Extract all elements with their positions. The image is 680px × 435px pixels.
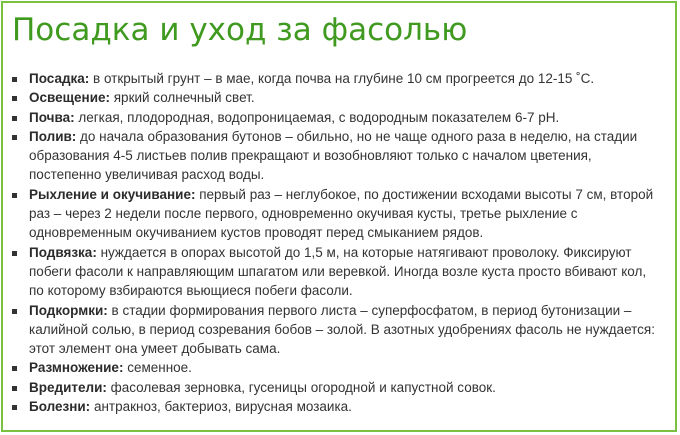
item-label: Вредители: [29,379,107,395]
list-item-pests [12,378,664,397]
item-text: в открытый грунт – в мае, когда почва на глубине 10 см прогреется до 12-15 ˚С. [89,71,595,86]
list-item-propagation [12,358,664,377]
square-bullet-icon [12,135,17,140]
square-bullet-icon [12,193,17,198]
item-text: в стадии формирования первого листа – суперфосфатом, в период бутонизации – калийной солью, в период созревания бобов – золой. В азотных удобрениях фасоль не нуждается: этот элемент она умеет добывать сама. [29,302,655,357]
item-text: фасолевая зерновка, гусеницы огородной и капустной совок. [106,379,496,395]
square-bullet-icon [12,77,17,82]
list-item-lighting [12,88,664,107]
item-label: Болезни: [29,399,91,415]
square-bullet-icon [12,309,17,314]
care-list [12,69,664,416]
item-text: семенное. [123,360,192,376]
item-text: яркий солнечный свет. [110,90,255,106]
item-text: нуждается в опорах высотой до 1,5 м, на которые натягивают проволоку. Фиксируют побеги фасоли к направляющим шпагатом или веревкой. Иногда возле куста просто вбивают кол, по которому взбираются вьющиеся побеги фасоли. [29,244,647,299]
item-label: Почва: [29,109,75,125]
item-text: первый раз – неглубокое, по достижении всходами высоты 7 см, второй раз – через 2 недели после первого, одновременно окучивая кусты, третье рыхление с одновременным окучиванием кустов проводят перед смыканием рядов. [29,186,654,241]
list-item-loosening [12,185,664,243]
item-text: легкая, плодородная, водопроницаемая, с водородным показателем 6-7 рН. [74,109,560,125]
list-item-soil [12,108,664,127]
item-label: Размножение: [29,360,124,376]
item-label: Подкормки: [29,302,108,318]
item-label: Полив: [29,128,77,144]
square-bullet-icon [12,366,17,371]
list-item-diseases [12,397,664,416]
item-label: Рыхление и окучивание: [29,186,196,202]
square-bullet-icon [12,386,17,391]
square-bullet-icon [12,405,17,410]
item-text: до начала образования бутонов – обильно, но не чаще одного раза в неделю, на стадии образования 4-5 листьев полив прекращают и возобновляют только с началом цветения, постепенно увеличивая расход воды. [29,128,638,183]
info-card [1,1,677,432]
square-bullet-icon [12,251,17,256]
item-text: антракноз, бактериоз, вирусная мозаика. [90,399,352,415]
square-bullet-icon [12,96,17,101]
list-item-watering [12,127,664,185]
item-label: Подвязка: [29,244,97,260]
list-item-planting [12,69,664,88]
item-label: Посадка: [29,71,90,86]
item-label: Освещение: [29,90,110,106]
list-item-feeding [12,301,664,359]
page-title: Посадка и уход за фасолью [12,12,468,48]
list-item-support [12,243,664,301]
square-bullet-icon [12,116,17,121]
